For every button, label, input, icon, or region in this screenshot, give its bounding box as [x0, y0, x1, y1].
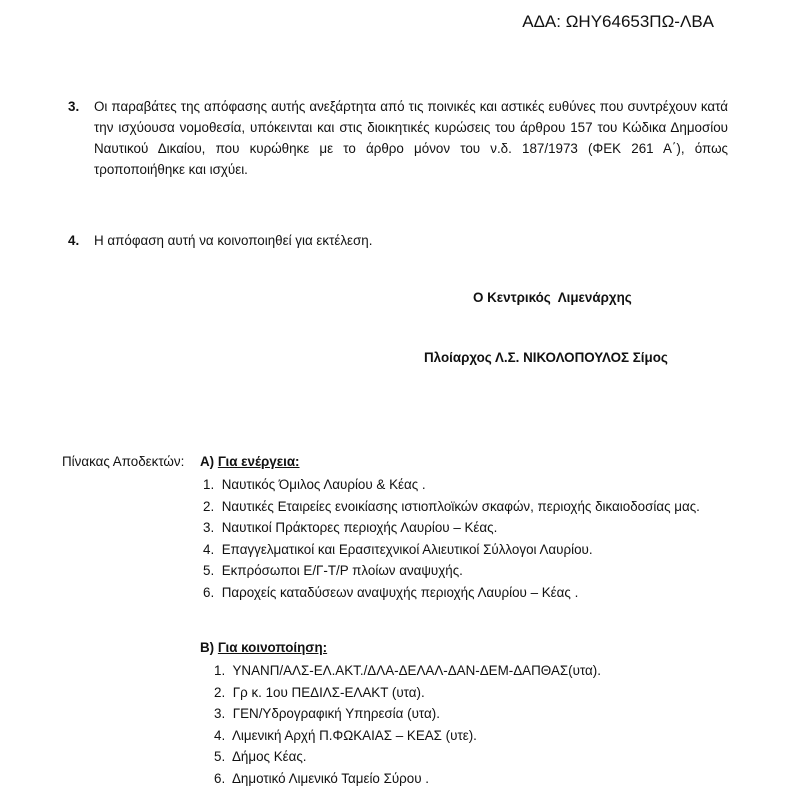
item-number: 6.: [203, 584, 215, 600]
item-number: 6.: [214, 770, 226, 786]
paragraph-3: [68, 96, 728, 180]
item-text: Ναυτικός Όμιλος Λαυρίου & Κέας .: [221, 477, 426, 492]
item-text: Εκπρόσωποι Ε/Γ-Τ/Ρ πλοίων αναψυχής.: [221, 563, 463, 578]
item-text: Ναυτικές Εταιρείες ενοικίασης ιστιοπλοϊκών σκαφών, περιοχής δικαιοδοσίας μας.: [221, 498, 700, 514]
list-item: [214, 682, 601, 704]
section-a-heading: [200, 454, 300, 469]
item-text: Γρ κ. 1ου ΠΕΔΙΛΣ-ΕΛΑΚΤ (υτα).: [232, 684, 425, 700]
item-number: 3.: [203, 520, 215, 535]
list-item: [203, 517, 700, 539]
item-text: ΥΝΑΝΠ/ΑΛΣ-ΕΛ.ΑΚΤ./ΔΛΑ-ΔΕΛΑΛ-ΔΑΝ-ΔΕΜ-ΔΑΠΘΑΣ(υτα).: [232, 663, 601, 678]
item-number: 2.: [214, 684, 226, 700]
item-number: 4.: [214, 727, 226, 743]
signatory-title: Ο Κεντρικός Λιμενάρχης: [473, 290, 632, 305]
list-item: [203, 582, 700, 604]
item-text: ΓΕΝ/Υδρογραφική Υπηρεσία (υτα).: [232, 706, 440, 721]
list-item: [214, 660, 601, 682]
item-number: 1.: [214, 663, 226, 678]
item-text: Ναυτικοί Πράκτορες περιοχής Λαυρίου – Κέας.: [221, 520, 498, 535]
list-item: [203, 474, 700, 496]
section-a-title: Για ενέργεια:: [217, 454, 300, 469]
ada-code: ΑΔΑ: ΩΗΥ64653ΠΩ-ΛΒΑ: [522, 12, 714, 31]
item-number: 5.: [214, 749, 226, 764]
paragraph-text: Οι παραβάτες της απόφασης αυτής ανεξάρτητα από τις ποινικές και αστικές ευθύνες που συντρέχουν κατά την ισχύουσα νομοθεσία, υπόκεινται και στις διοικητικές κυρώσεις του άρθρου 157 του Κώδικα Δημοσίου Ναυτικού Δικαίου, που κυρώθηκε με το άρθρο μόνον του ν.δ. 187/1973 (ΦΕΚ 261 Α΄), όπως τροποποιήθηκε και ισχύει.: [94, 99, 728, 177]
list-item: [214, 703, 601, 725]
item-text: Παροχείς καταδύσεων αναψυχής περιοχής Λαυρίου – Κέας .: [221, 584, 579, 600]
item-number: 5.: [203, 563, 215, 578]
section-b-heading: [200, 640, 327, 655]
list-item: [203, 496, 700, 518]
signatory-name: Πλοίαρχος Λ.Σ. ΝΙΚΟΛΟΠΟΥΛΟΣ Σίμος: [424, 350, 668, 365]
section-b-title: Για κοινοποίηση:: [217, 640, 328, 655]
list-item: [203, 539, 700, 561]
paragraph-number: 4.: [68, 233, 80, 248]
paragraph-number: 3.: [68, 99, 80, 114]
list-item: [203, 560, 700, 582]
paragraph-4: [68, 230, 728, 251]
section-b-prefix: Β): [200, 640, 215, 655]
item-number: 3.: [214, 706, 226, 721]
paragraph-text: Η απόφαση αυτή να κοινοποιηθεί για εκτέλεση.: [94, 233, 373, 248]
recipients-label: Πίνακας Αποδεκτών:: [62, 454, 185, 469]
item-text: Δήμος Κέας.: [231, 749, 307, 764]
list-item: [214, 746, 601, 768]
item-text: Δημοτικό Λιμενικό Ταμείο Σύρου .: [231, 770, 430, 786]
item-text: Επαγγελματικοί και Ερασιτεχνικοί Αλιευτικοί Σύλλογοι Λαυρίου.: [221, 541, 593, 557]
item-text: Λιμενική Αρχή Π.ΦΩΚΑΙΑΣ – ΚΕΑΣ (υτε).: [231, 727, 477, 743]
section-a-list: [203, 474, 700, 603]
item-number: 2.: [203, 498, 215, 514]
list-item: [214, 768, 601, 790]
section-b-list: [214, 660, 601, 789]
list-item: [214, 725, 601, 747]
section-a-prefix: Α): [200, 454, 215, 469]
item-number: 4.: [203, 541, 215, 557]
item-number: 1.: [203, 477, 215, 492]
